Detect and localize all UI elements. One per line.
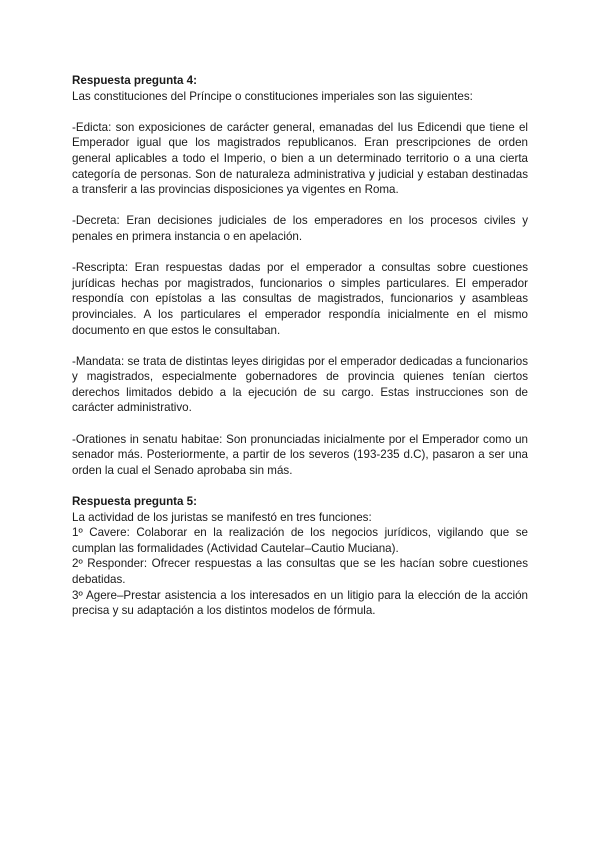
document-page <box>72 73 528 619</box>
spacer <box>72 104 528 120</box>
rescripta-paragraph: -Rescripta: Eran respuestas dadas por el emperador a consultas sobre cuestiones jurídicas hechas por magistrados, funcionarios o simples particulares. El emperador respondía con epístolas a las consultas de magistrados, funcionarios y asambleas provinciales. A los particulares el emperador respondía inicialmente en el mismo documento en que estos le consultaban. <box>72 261 528 337</box>
section-5-heading: Respuesta pregunta 5: <box>72 495 197 509</box>
orationes-paragraph: -Orationes in senatu habitae: Son pronunciadas inicialmente por el Emperador como un senador más. Posteriormente, a partir de los severos (193-235 d.C), pasaron a ser una orden la cual el Senado aprobaba sin más. <box>72 432 528 477</box>
section-4-heading: Respuesta pregunta 4: <box>72 74 197 87</box>
mandata-paragraph: -Mandata: se trata de distintas leyes dirigidas por el emperador dedicadas a funcionarios y magistrados, especialmente gobernadores de provincia quienes tenían ciertos derechos limitados debido a la ejecución de su cargo. Estas instrucciones son de carácter administrativo. <box>72 354 528 415</box>
section-5-intro: La actividad de los juristas se manifestó en tres funciones: <box>72 510 372 524</box>
section-4-intro: Las constituciones del Príncipe o constituciones imperiales son las siguientes: <box>72 89 473 103</box>
responder-paragraph: 2º Responder: Ofrecer respuestas a las consultas que se les hacían sobre cuestiones debatidas. <box>72 557 528 586</box>
cavere-paragraph: 1º Cavere: Colaborar en la realización de los negocios jurídicos, vigilando que se cumplan las formalidades (Actividad Cautelar–Cautio Muciana). <box>72 526 528 555</box>
agere-paragraph: 3º Agere–Prestar asistencia a los interesados en un litigio para la elección de la acción precisa y su adaptación a los distintos modelos de fórmula. <box>72 588 528 618</box>
edicta-paragraph: -Edicta: son exposiciones de carácter general, emanadas del Ius Edicendi que tiene el Emperador igual que los magistrados republicanos. Eran prescripciones de orden general aplicables a todo el Imperio, o bien a un determinado territorio o a una cierta categoría de personas. Son de naturaleza administrativa y judicial y estaban destinadas a transferir a las provincias disposiciones ya vigentes en Roma. <box>72 120 528 197</box>
decreta-paragraph: -Decreta: Eran decisiones judiciales de los emperadores en los procesos civiles y penales en primera instancia o en apelación. <box>72 214 528 243</box>
